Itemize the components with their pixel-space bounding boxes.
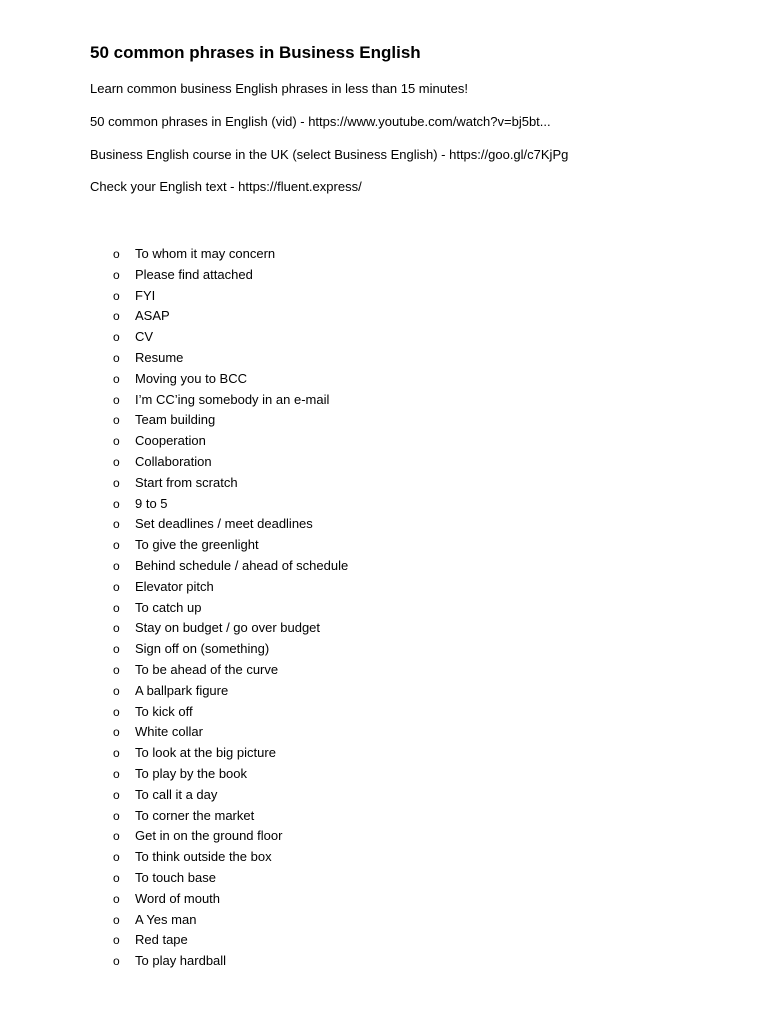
bullet-icon: o bbox=[113, 558, 120, 573]
list-item bbox=[0, 514, 500, 535]
phrase-text: Please find attached bbox=[135, 266, 253, 282]
phrase-text: Set deadlines / meet deadlines bbox=[135, 516, 313, 532]
phrase-text: Resume bbox=[135, 349, 184, 365]
phrase-text: CV bbox=[135, 329, 154, 345]
bullet-icon: o bbox=[113, 517, 120, 532]
list-item bbox=[0, 743, 500, 764]
list-item bbox=[0, 348, 500, 369]
bullet-icon: o bbox=[113, 954, 120, 969]
bullet-icon: o bbox=[113, 330, 120, 345]
bullet-icon: o bbox=[113, 662, 120, 677]
bullet-icon: o bbox=[113, 434, 120, 449]
phrase-text: A Yes man bbox=[135, 911, 197, 927]
bullet-icon: o bbox=[113, 870, 120, 885]
list-item bbox=[0, 473, 500, 494]
bullet-icon: o bbox=[113, 350, 120, 365]
phrase-text: ASAP bbox=[135, 308, 170, 324]
list-item bbox=[0, 452, 500, 473]
phrase-text: To look at the big picture bbox=[135, 745, 276, 761]
bullet-icon: o bbox=[113, 288, 120, 303]
bullet-icon: o bbox=[113, 496, 120, 511]
bullet-icon: o bbox=[113, 392, 120, 407]
phrase-text: Collaboration bbox=[135, 453, 212, 469]
list-item bbox=[0, 785, 500, 806]
phrase-text: Word of mouth bbox=[135, 890, 221, 906]
phrase-text: A ballpark figure bbox=[135, 682, 229, 698]
phrase-text: 9 to 5 bbox=[135, 495, 168, 511]
list-item bbox=[0, 868, 500, 889]
list-item bbox=[0, 847, 500, 868]
list-item bbox=[0, 951, 500, 972]
bullet-icon: o bbox=[113, 454, 120, 469]
phrase-text: To kick off bbox=[135, 703, 193, 719]
bullet-icon: o bbox=[113, 475, 120, 490]
document-title: 50 common phrases in Business English bbox=[90, 43, 421, 62]
phrase-text: Start from scratch bbox=[135, 474, 238, 490]
list-item bbox=[0, 494, 500, 515]
list-item bbox=[0, 535, 500, 556]
bullet-icon: o bbox=[113, 683, 120, 698]
list-item bbox=[0, 410, 500, 431]
bullet-icon: o bbox=[113, 912, 120, 927]
phrase-text: To corner the market bbox=[135, 807, 255, 823]
list-item bbox=[0, 306, 500, 327]
bullet-icon: o bbox=[113, 766, 120, 781]
phrase-text: Cooperation bbox=[135, 433, 206, 449]
list-item bbox=[0, 431, 500, 452]
bullet-icon: o bbox=[113, 621, 120, 636]
list-item bbox=[0, 244, 500, 265]
phrase-text: To play by the book bbox=[135, 765, 248, 781]
list-item bbox=[0, 369, 500, 390]
bullet-icon: o bbox=[113, 309, 120, 324]
bullet-icon: o bbox=[113, 642, 120, 657]
list-item bbox=[0, 660, 500, 681]
bullet-icon: o bbox=[113, 371, 120, 386]
phrase-text: Sign off on (something) bbox=[135, 641, 270, 657]
phrase-text: To whom it may concern bbox=[135, 246, 276, 261]
phrase-text: Red tape bbox=[135, 932, 188, 948]
list-item bbox=[0, 556, 500, 577]
bullet-icon: o bbox=[113, 267, 120, 282]
list-item bbox=[0, 618, 500, 639]
bullet-icon: o bbox=[113, 891, 120, 906]
list-item bbox=[0, 806, 500, 827]
list-item bbox=[0, 764, 500, 785]
list-item bbox=[0, 286, 500, 307]
phrase-text: To be ahead of the curve bbox=[135, 661, 279, 677]
phrase-text: I’m CC’ing somebody in an e-mail bbox=[135, 391, 330, 407]
phrase-text: Stay on budget / go over budget bbox=[135, 620, 321, 636]
phrase-text: To touch base bbox=[135, 869, 216, 885]
course-link-paragraph: Business English course in the UK (select Business English) - https://goo.gl/c7KjPg bbox=[90, 147, 569, 162]
bullet-icon: o bbox=[113, 787, 120, 802]
bullet-icon: o bbox=[113, 850, 120, 865]
bullet-icon: o bbox=[113, 600, 120, 615]
bullet-icon: o bbox=[113, 746, 120, 761]
phrase-text: To play hardball bbox=[135, 953, 227, 969]
list-item bbox=[0, 265, 500, 286]
list-item bbox=[0, 598, 500, 619]
phrase-text: FYI bbox=[135, 287, 156, 303]
phrase-list bbox=[0, 244, 500, 972]
bullet-icon: o bbox=[113, 247, 120, 261]
bullet-icon: o bbox=[113, 829, 120, 844]
list-item bbox=[0, 702, 500, 723]
check-text-link-paragraph: Check your English text - https://fluent.express/ bbox=[90, 179, 362, 194]
phrase-text: Behind schedule / ahead of schedule bbox=[135, 557, 349, 573]
bullet-icon: o bbox=[113, 933, 120, 948]
phrase-text: Moving you to BCC bbox=[135, 370, 247, 386]
intro-paragraph: Learn common business English phrases in less than 15 minutes! bbox=[90, 81, 468, 96]
list-item bbox=[0, 910, 500, 931]
bullet-icon: o bbox=[113, 579, 120, 594]
list-item bbox=[0, 390, 500, 411]
list-item bbox=[0, 327, 500, 348]
phrase-text: Team building bbox=[135, 412, 216, 428]
bullet-icon: o bbox=[113, 413, 120, 428]
list-item bbox=[0, 577, 500, 598]
phrase-text: Elevator pitch bbox=[135, 578, 214, 594]
list-item bbox=[0, 889, 500, 910]
phrase-text: To catch up bbox=[135, 599, 202, 615]
list-item bbox=[0, 722, 500, 743]
phrase-text: To give the greenlight bbox=[135, 537, 259, 553]
bullet-icon: o bbox=[113, 808, 120, 823]
phrase-text: To call it a day bbox=[135, 786, 218, 802]
bullet-icon: o bbox=[113, 538, 120, 553]
list-item bbox=[0, 639, 500, 660]
video-link-paragraph: 50 common phrases in English (vid) - https://www.youtube.com/watch?v=bj5bt... bbox=[90, 114, 551, 129]
list-item bbox=[0, 826, 500, 847]
phrase-text: Get in on the ground floor bbox=[135, 828, 283, 844]
list-item bbox=[0, 930, 500, 951]
bullet-icon: o bbox=[113, 725, 120, 740]
list-item bbox=[0, 681, 500, 702]
phrase-text: White collar bbox=[135, 724, 203, 740]
bullet-icon: o bbox=[113, 704, 120, 719]
phrase-text: To think outside the box bbox=[135, 849, 272, 865]
